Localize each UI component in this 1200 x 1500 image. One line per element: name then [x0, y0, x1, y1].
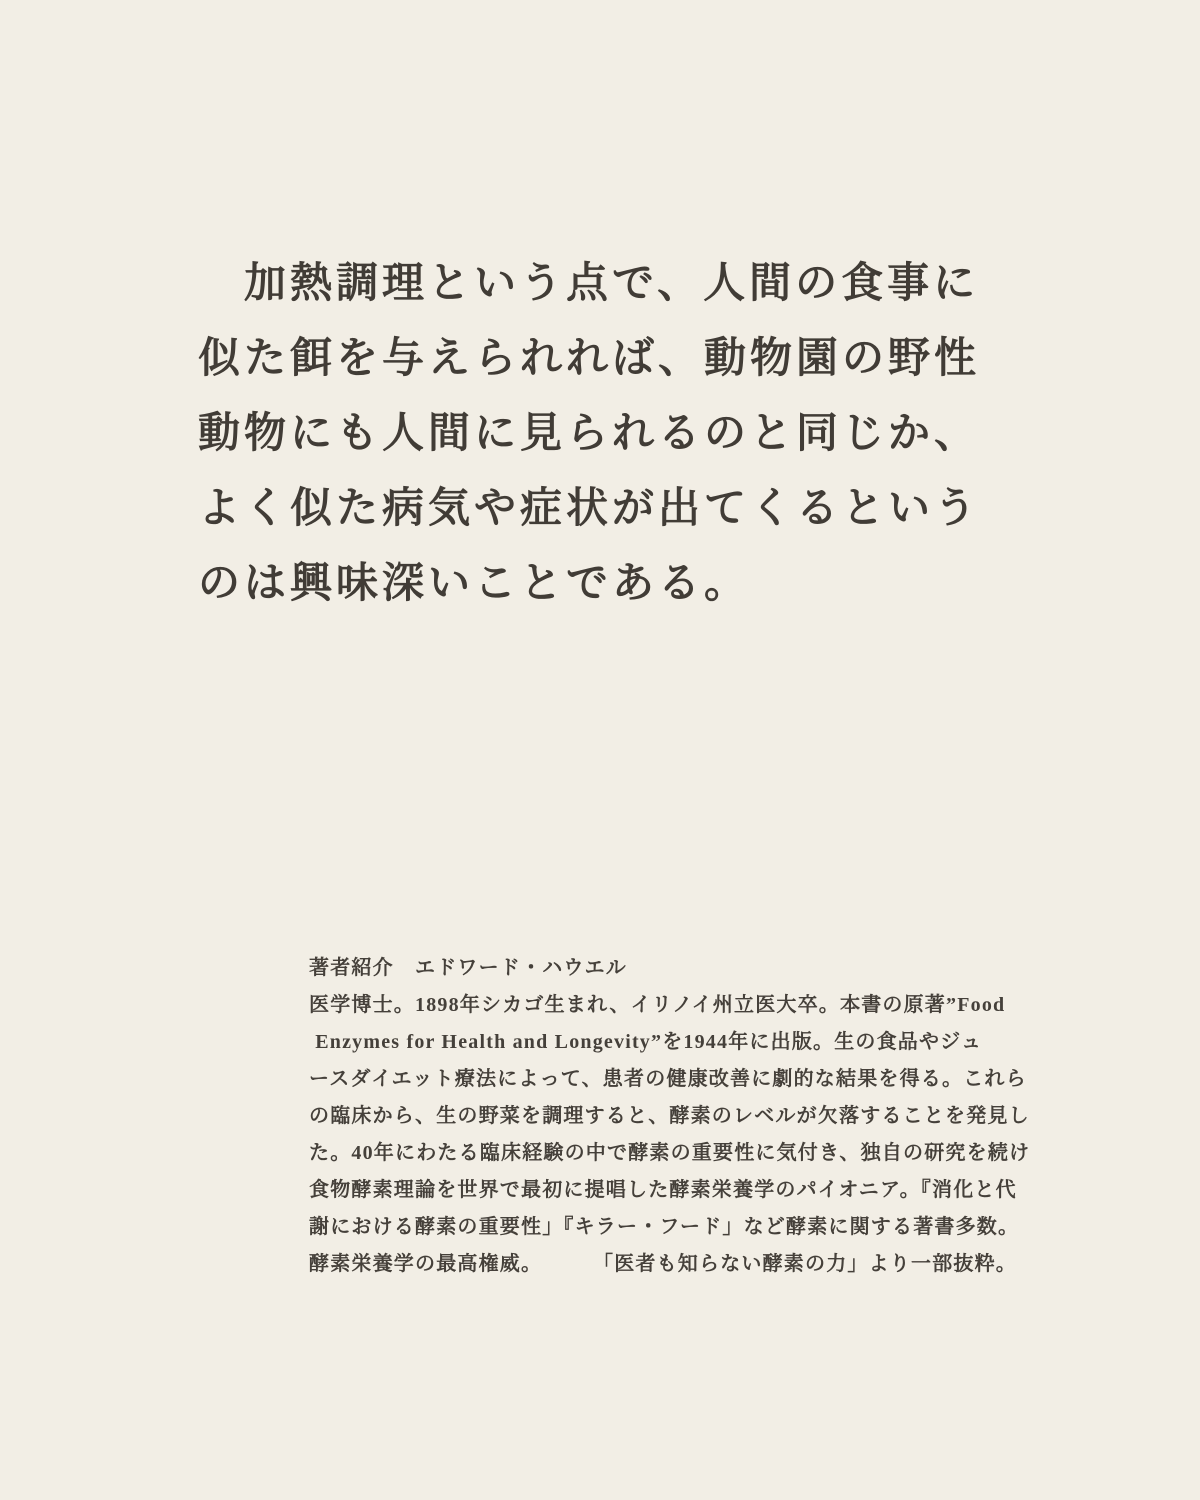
bio-line: 謝における酵素の重要性」『キラー・フード」など酵素に関する著書多数。 — [309, 1216, 1020, 1238]
bio-line: Enzymes for Health and Longevity”を1944年に出版。生の食品やジュ — [309, 1031, 983, 1053]
bio-line: 食物酵素理論を世界で最初に提唱した酵素栄養学のパイオニア。『消化と代 — [309, 1179, 1017, 1201]
bio-line: ースダイエット療法によって、患者の健康改善に劇的な結果を得る。これら — [309, 1068, 1027, 1090]
bio-credit-line — [309, 1246, 1017, 1283]
author-bio — [309, 950, 1031, 1283]
quote-line: のは興味深いことである。 — [198, 561, 751, 607]
quote-line: 似た餌を与えられれば、動物園の野性 — [198, 336, 981, 382]
quote-line: 動物にも人間に見られるのと同じか、 — [198, 411, 981, 457]
quote-line: 加熱調理という点で、人間の食事に — [198, 261, 980, 307]
bio-credit-source: 「医者も知らない酵素の力」より一部抜粋。 — [593, 1253, 1017, 1275]
bio-line: 医学博士。1898年シカゴ生まれ、イリノイ州立医大卒。本書の原著”Food — [309, 994, 1006, 1016]
quote-line: よく似た病気や症状が出てくるという — [198, 486, 981, 532]
author-bio-heading: 著者紹介 エドワード・ハウエル — [309, 957, 627, 979]
bio-credit-authority: 酵素栄養学の最高権威。 — [309, 1253, 543, 1275]
bio-line: の臨床から、生の野菜を調理すると、酵素のレベルが欠落することを発見し — [309, 1105, 1030, 1127]
pull-quote — [198, 247, 1028, 622]
bio-line: た。40年にわたる臨床経験の中で酵素の重要性に気付き、独自の研究を続け — [309, 1142, 1031, 1164]
